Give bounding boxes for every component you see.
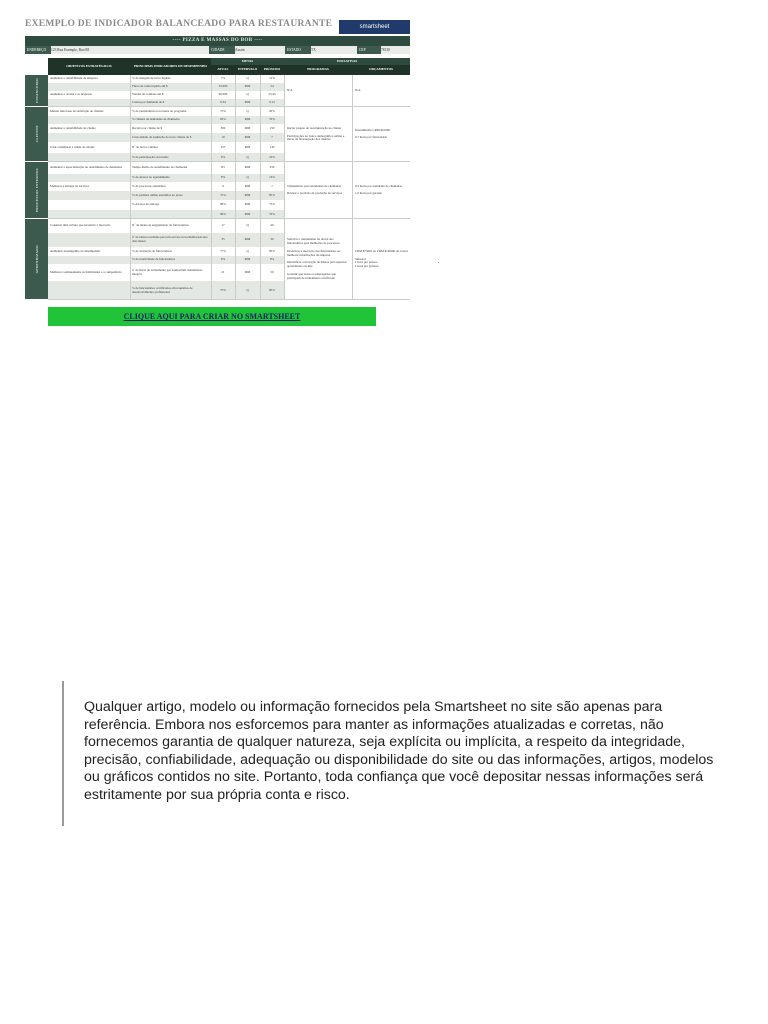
program-cell: Solicitar o treinamento na oferta dos funcionários para melhorias de processos Incentivar a inovação dos funcionários ao melhorar informações da empresa Intensificar a inovação de líderes para suportar aprendizado on-line Garantir que todos os empregados que participem de treinamento certificado [284, 219, 352, 300]
stray-dot [438, 262, 439, 263]
current-cell: 90% [220, 211, 226, 216]
objective-cell [48, 281, 130, 300]
next-cell: 70% [269, 211, 275, 216]
next-cell: 20% [269, 108, 275, 113]
section-label: APRENDIZADO [34, 244, 39, 274]
restaurant-name-bar: ---- PIZZA E MASSAS DO BOB ---- [25, 36, 410, 46]
header-indicadores: PRINCIPAIS INDICADORES DE DESEMPENHO [130, 58, 211, 75]
interval-cell: MM [244, 202, 251, 207]
budget-cell: 0,5 horas por atendente de chamadas 1,0 horas por gerente [352, 162, 410, 219]
objective-cell [48, 200, 130, 210]
current-cell: 9% [220, 175, 226, 180]
current-cell: 75% [220, 108, 226, 113]
objective-cell: Criar e melhorar a saúde do cliente [50, 144, 95, 149]
interval-cell: MM [244, 211, 251, 216]
interval-cell: Q [246, 76, 249, 81]
kpi-cell: % de margem de lucro líquido [132, 76, 171, 81]
current-cell: 65% [220, 117, 226, 122]
current-cell: 90.000 [218, 92, 228, 97]
budget-cell: N/A [352, 75, 410, 107]
current-cell: 300 [220, 125, 226, 130]
current-cell: 17 [221, 223, 225, 228]
next-cell: 7 [271, 183, 273, 188]
interval-cell: Q [246, 108, 249, 113]
objective-cell [48, 191, 130, 200]
current-cell: 7% [220, 76, 226, 81]
objective-cell: Manter uma base de satisfação de clientes [50, 108, 104, 113]
next-cell: 23.45 [268, 92, 276, 97]
interval-cell: MM [244, 125, 251, 130]
kpi-cell: % clientes de demandas de chamadas [132, 117, 180, 122]
next-cell: 30 [270, 237, 274, 242]
header-atual: ATUAL [211, 65, 235, 75]
interval-cell: Q [246, 154, 249, 159]
zip-label: CEP [357, 46, 381, 54]
objective-cell: Aumentar a especialização no atendimento de demandas [50, 165, 123, 170]
next-cell: 13% [269, 175, 275, 180]
next-cell: 50 [270, 269, 274, 274]
address-label: ENDEREÇO [25, 46, 51, 54]
zip-value: 78130 [381, 48, 390, 52]
column-divider [260, 75, 261, 300]
interval-cell: MM [244, 100, 251, 105]
interval-cell: Q [246, 223, 249, 228]
address-value: 123 Rua Exemplo, Rua B1 [51, 48, 90, 52]
column-divider [130, 75, 131, 300]
kpi-cell: % de permanência recorrente do programa [132, 108, 187, 113]
objective-cell [48, 83, 130, 91]
column-divider [211, 75, 212, 300]
current-cell: 21 [221, 269, 225, 274]
section-label-band [25, 107, 48, 161]
objective-cell [48, 256, 130, 264]
next-cell: 250 [269, 165, 275, 170]
scorecard-table [25, 58, 410, 300]
objective-cell: Construir uma cultura que incentive a inovação [50, 223, 111, 228]
interval-cell: Q [246, 92, 249, 97]
interval-cell: MM [244, 134, 251, 139]
state-value: TX [311, 48, 316, 52]
current-cell: 35 [221, 237, 225, 242]
current-cell: 80% [220, 202, 226, 207]
page-title: EXEMPLO DE INDICADOR BALANCEADO PARA RESTAURANTE [25, 19, 333, 29]
kpi-cell: Fluxo de caixa líquido em $ [132, 84, 168, 89]
header-objetivos: OBJETIVOS ESTRATÉGICOS [48, 58, 130, 75]
cta-bar[interactable] [48, 307, 376, 326]
program-cell: N/A [284, 75, 352, 107]
current-cell: 0.34 [220, 100, 226, 105]
section-divider [48, 299, 410, 300]
kpi-cell: % de pedidos online atendidos no prazo [132, 192, 183, 197]
next-cell: 130 [269, 144, 275, 149]
section-label-band [25, 75, 48, 106]
kpi-cell: % de funcionários certificados em requisitos de desenvolvimento profissional [132, 285, 193, 294]
current-cell: 35.000 [218, 84, 228, 89]
budget-cell: CRM $75mil ou CRM $100mil de cursos Subtotal 1 hora por pessoa 1 hora por gerente [352, 219, 410, 300]
objective-cell [48, 233, 130, 247]
objective-cell: Aumentar a receita e as despesas [50, 92, 92, 97]
current-cell: 8:5 [220, 165, 226, 170]
kpi-cell: % de processos atendentes [132, 183, 166, 188]
section-label: CLIENTE [34, 125, 39, 143]
objective-cell: Aumentar a rentabilidade do cliente [50, 125, 96, 130]
current-cell: 9% [220, 154, 226, 159]
next-cell: 40 [270, 223, 274, 228]
current-cell: 77% [220, 248, 226, 253]
smartsheet-logo[interactable] [339, 20, 410, 34]
interval-cell: MM [244, 237, 251, 242]
section-label: PROCESSOS INTERNOS [34, 167, 39, 213]
kpi-cell: Custos por demanda de $ [132, 100, 165, 105]
header-iniciativas: INICIATIVAS [284, 58, 410, 65]
next-cell: 10% [269, 154, 275, 159]
interval-cell: MM [244, 269, 251, 274]
interval-cell: Q [246, 175, 249, 180]
current-cell: 357 [220, 144, 226, 149]
interval-cell: Q [246, 287, 249, 292]
city-value: Austin [235, 48, 245, 52]
objective-cell: Aumentar desempenho do desempenho [50, 248, 101, 253]
kpi-cell: % de rotatividade de funcionários [132, 257, 176, 262]
city-label: CIDADE [209, 46, 235, 54]
kpi-cell: Vendas de comidas em $ [132, 92, 164, 97]
kpi-cell: nº de ideias recebidas para um serviço novo/melhorado nos dois meses [132, 235, 208, 243]
current-cell: 9% [220, 257, 226, 262]
next-cell: 54 [270, 84, 274, 89]
kpi-cell: Nº de ideias de engajamento de funcionários [132, 223, 189, 228]
interval-cell: Q [246, 248, 249, 253]
kpi-cell: Receita por cliente de $ [132, 125, 163, 130]
next-cell: 70% [269, 117, 275, 122]
next-cell: 7 [271, 134, 273, 139]
next-cell: 75% [269, 202, 275, 207]
section-label-band [25, 219, 48, 299]
program-cell: Iniciar projeto de reestruturação no cliente Participações no banco demográfico online e início da investigação dos clientes [284, 107, 352, 162]
interval-cell: MM [244, 165, 251, 170]
state-label: ESTADO [285, 46, 311, 54]
budget-cell: Investimento CRM $10000 0,7 horas por funcionário [352, 107, 410, 162]
address-row [25, 46, 410, 54]
kpi-cell: % Atrasos na entrega [132, 202, 159, 207]
kpi-cell: Custo médio de aquisição de novo cliente de $ [132, 134, 192, 139]
next-cell: 12% [269, 76, 275, 81]
kpi-cell: Nº de novos clientes [132, 144, 159, 149]
interval-cell: MM [244, 192, 251, 197]
interval-cell: MM [244, 144, 251, 149]
interval-cell: MM [244, 183, 251, 188]
interval-cell: MM [244, 84, 251, 89]
section-label: FINANCEIRO [34, 78, 39, 103]
logo-text: smartsheet [359, 24, 390, 30]
kpi-cell: % de participação recorrente [132, 154, 169, 159]
header-proximo: PRÓXIMO [260, 65, 284, 75]
disclaimer-box [62, 681, 732, 826]
column-divider [235, 75, 236, 300]
create-in-smartsheet-link[interactable]: CLIQUE AQUI PARA CRIAR NO SMARTSHEET [123, 312, 301, 321]
objective-cell [48, 116, 130, 124]
header-metas: METAS [211, 58, 284, 65]
next-cell: 85% [269, 192, 275, 197]
program-cell: Treinamento para atendentes de chamadas Revisar a previsão de produção de serviços [284, 162, 352, 219]
header-orcamentos: ORÇAMENTOS [352, 65, 410, 75]
current-cell: 75% [220, 287, 226, 292]
kpi-cell: Tempo médio de atendimento de chamadas [132, 165, 188, 170]
next-cell: 150 [269, 125, 275, 130]
section-label-band [25, 162, 48, 218]
header-intervalo: INTERVALO [235, 65, 260, 75]
objective-cell: Aumentar a rentabilidade da empresa [50, 76, 98, 81]
objective-cell: Melhorar continuamente as habilidades e a competência [50, 269, 122, 274]
objective-cell [48, 174, 130, 182]
next-cell: 85% [269, 248, 275, 253]
objective-cell: Melhorar a entrega de serviços [50, 183, 90, 188]
kpi-cell: % de atrasos no agendamento [132, 175, 170, 180]
kpi-cell: nº de horas de treinamento por equipe/mês treinamento integral [132, 267, 203, 276]
header-programas: PROGRAMAS [284, 65, 352, 75]
interval-cell: MM [244, 117, 251, 122]
kpi-cell: % de avaliação de funcionários [132, 248, 172, 253]
current-cell: 9 [222, 183, 224, 188]
objective-cell [48, 133, 130, 142]
current-cell: 75% [220, 192, 226, 197]
next-cell: 85% [269, 287, 275, 292]
disclaimer-text: Qualquer artigo, modelo ou informação fornecidos pela Smartsheet no site são apenas para referência. Embora nos esforcemos para manter as informações atualizadas e corretas, não fornecemos garantia de qualquer natureza, seja explícita ou implícita, a respeito da integridade, precisão, confiabilidade, adequação ou disponibilidade do site ou das informações, artigos, modelos ou gráficos contidos no site. Portanto, toda confiança que você depositar nessas informações será estritamente por sua própria conta e risco. [84, 699, 714, 803]
current-cell: 10 [221, 134, 225, 139]
next-cell: 9% [269, 257, 275, 262]
interval-cell: MM [244, 257, 251, 262]
next-cell: 0.12 [269, 100, 275, 105]
